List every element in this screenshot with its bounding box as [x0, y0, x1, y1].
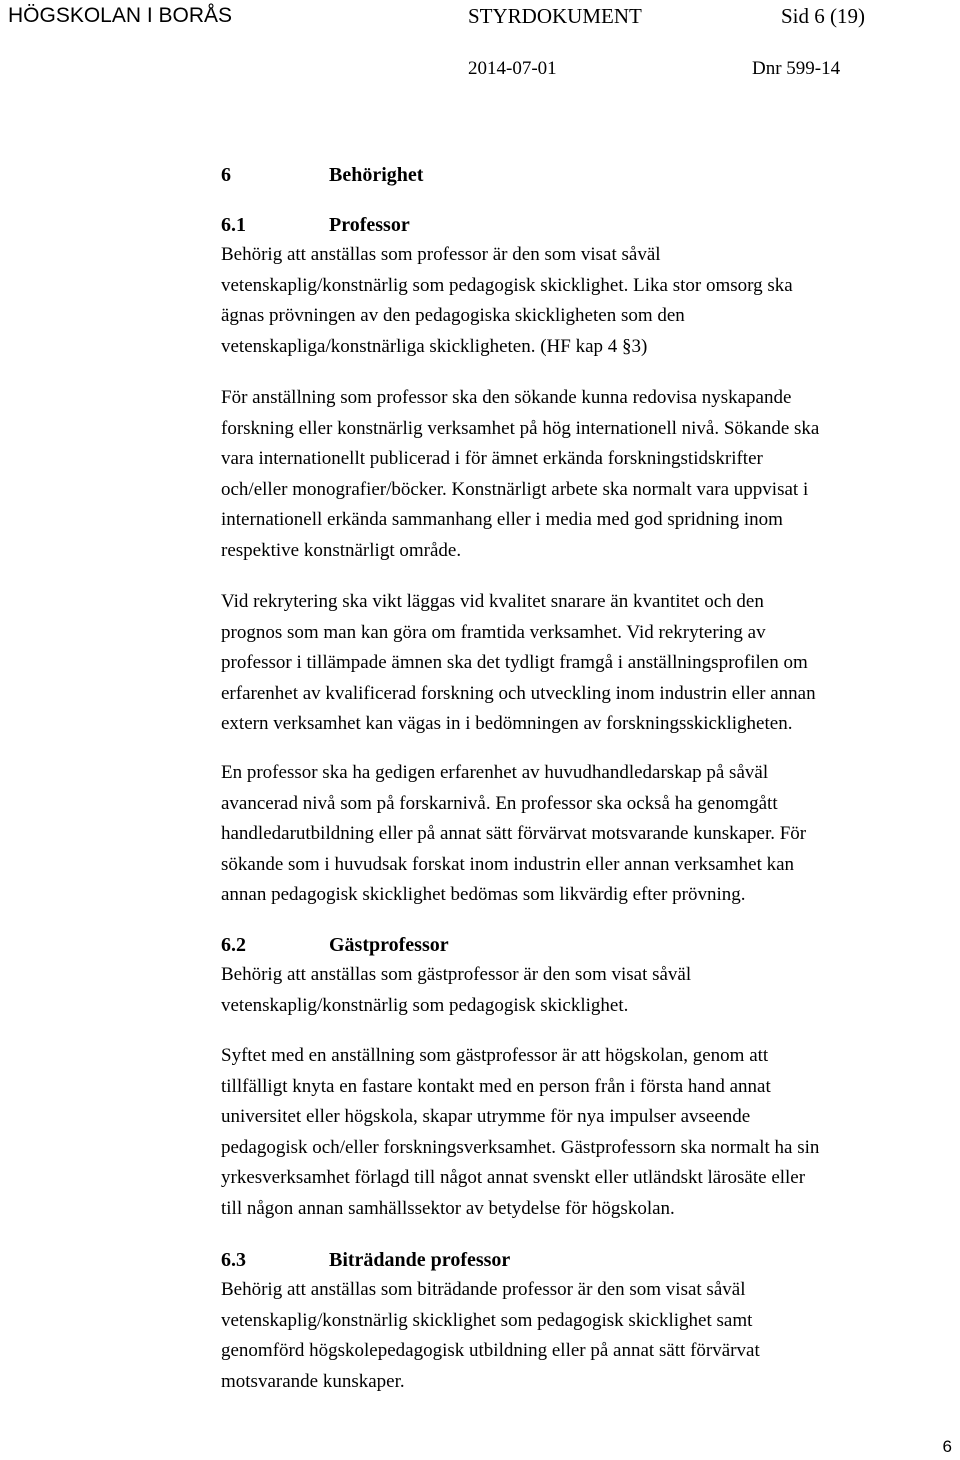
text-line: forskning eller konstnärlig verksamhet på hög internationell nivå. Sökande ska [221, 417, 820, 439]
text-line: Behörig att anställas som biträdande professor är den som visat såväl [221, 1279, 746, 1300]
paragraph [221, 960, 960, 1021]
subsection-title: Biträdande professor [329, 1249, 511, 1271]
text-line: tillfälligt knyta en fastare kontakt med en person från i första hand annat [221, 1075, 771, 1097]
subsection-heading [221, 930, 960, 960]
text-line: En professor ska ha gedigen erfarenhet av huvudhandledarskap på såväl [221, 762, 769, 783]
paragraph [221, 240, 960, 362]
text-line: Syftet med en anställning som gästprofessor är att högskolan, genom att [221, 1045, 769, 1066]
text-line: ägnas prövningen av den pedagogiska skickligheten som den [221, 305, 685, 327]
text-line: genomförd högskolepedagogisk utbildning eller på annat sätt förvärvat [221, 1340, 760, 1362]
header-institution: HÖGSKOLAN I BORÅS [8, 4, 233, 27]
text-line: professor i tillämpade ämnen ska det tydligt framgå i anställningsprofilen om [221, 652, 808, 674]
text-line: yrkesverksamhet förlagd till något annat svenskt eller utländskt lärosäte eller [221, 1167, 806, 1189]
subsection-heading [221, 210, 960, 240]
text-line: prognos som man kan göra om framtida verksamhet. Vid rekrytering av [221, 621, 766, 643]
text-line: respektive konstnärligt område. [221, 539, 462, 561]
paragraph [221, 587, 960, 740]
text-line: vetenskapliga/konstnärliga skickligheten. (HF kap 4 §3) [221, 335, 648, 357]
section-heading [221, 160, 960, 190]
section-number: 6 [221, 164, 231, 186]
text-line: och/eller monografier/böcker. Konstnärligt arbete ska normalt vara uppvisat i [221, 478, 809, 500]
subsection-6-1 [221, 210, 960, 362]
text-line: Vid rekrytering ska vikt läggas vid kvalitet snarare än kvantitet och den [221, 591, 764, 612]
text-line: pedagogisk och/eller forskningsverksamhet. Gästprofessorn ska normalt ha sin [221, 1136, 820, 1158]
paragraph [221, 1275, 960, 1397]
subsection-6-2 [221, 930, 960, 1021]
text-line: vetenskaplig/konstnärlig som pedagogisk skicklighet. [221, 994, 629, 1016]
subsection-number: 6.1 [221, 214, 246, 236]
text-line: internationell erkända sammanhang eller i media med god spridning inom [221, 509, 783, 531]
paragraph-guest-purpose [221, 1041, 960, 1225]
subsection-6-3 [221, 1245, 960, 1397]
paragraph [221, 758, 960, 911]
text-line: erfarenhet av kvalificerad forskning och utveckling inom industrin eller annan [221, 682, 816, 704]
paragraph [221, 1041, 960, 1225]
paragraph-recruitment [221, 587, 960, 740]
text-line: motsvarande kunskaper. [221, 1370, 405, 1392]
section-title: Behörighet [329, 164, 424, 186]
subsection-title: Professor [329, 214, 410, 236]
paragraph-supervision [221, 758, 960, 911]
text-line: Behörig att anställas som gästprofessor är den som visat såväl [221, 964, 692, 985]
text-line: För anställning som professor ska den sökande kunna redovisa nyskapande [221, 387, 792, 408]
paragraph [221, 383, 960, 567]
header-doc-type: STYRDOKUMENT [468, 4, 642, 28]
paragraph-requirements [221, 383, 960, 567]
subsection-heading [221, 1245, 960, 1275]
subsection-title: Gästprofessor [329, 934, 449, 956]
text-line: annan pedagogisk skicklighet bedömas som likvärdig efter prövning. [221, 884, 746, 906]
text-line: vetenskaplig/konstnärlig skicklighet som pedagogisk skicklighet samt [221, 1309, 753, 1331]
text-line: till någon annan samhällssektor av betydelse för högskolan. [221, 1197, 675, 1219]
text-line: universitet eller högskola, skapar utrymme för nya impulser avseende [221, 1106, 751, 1128]
subsection-number: 6.3 [221, 1249, 246, 1271]
section-6 [221, 160, 960, 190]
subsection-number: 6.2 [221, 934, 246, 956]
text-line: sökande som i huvudsak forskat inom industrin eller annan verksamhet kan [221, 853, 795, 875]
text-line: handledarutbildning eller på annat sätt förvärvat motsvarande kunskaper. För [221, 823, 807, 845]
text-line: vara internationellt publicerad i för ämnet erkända forskningstidskrifter [221, 448, 763, 470]
text-line: avancerad nivå som på forskarnivå. En professor ska också ha genomgått [221, 792, 778, 814]
header-date: 2014-07-01 [468, 58, 557, 79]
text-line: vetenskaplig/konstnärlig som pedagogisk skicklighet. Lika stor omsorg ska [221, 274, 793, 296]
text-line: Behörig att anställas som professor är den som visat såväl [221, 244, 661, 265]
header-page-label: Sid 6 (19) [781, 4, 865, 28]
text-line: extern verksamhet kan vägas in i bedömningen av forskningsskickligheten. [221, 713, 793, 735]
footer-page-number: 6 [942, 1437, 952, 1456]
header-dnr: Dnr 599-14 [752, 58, 841, 79]
